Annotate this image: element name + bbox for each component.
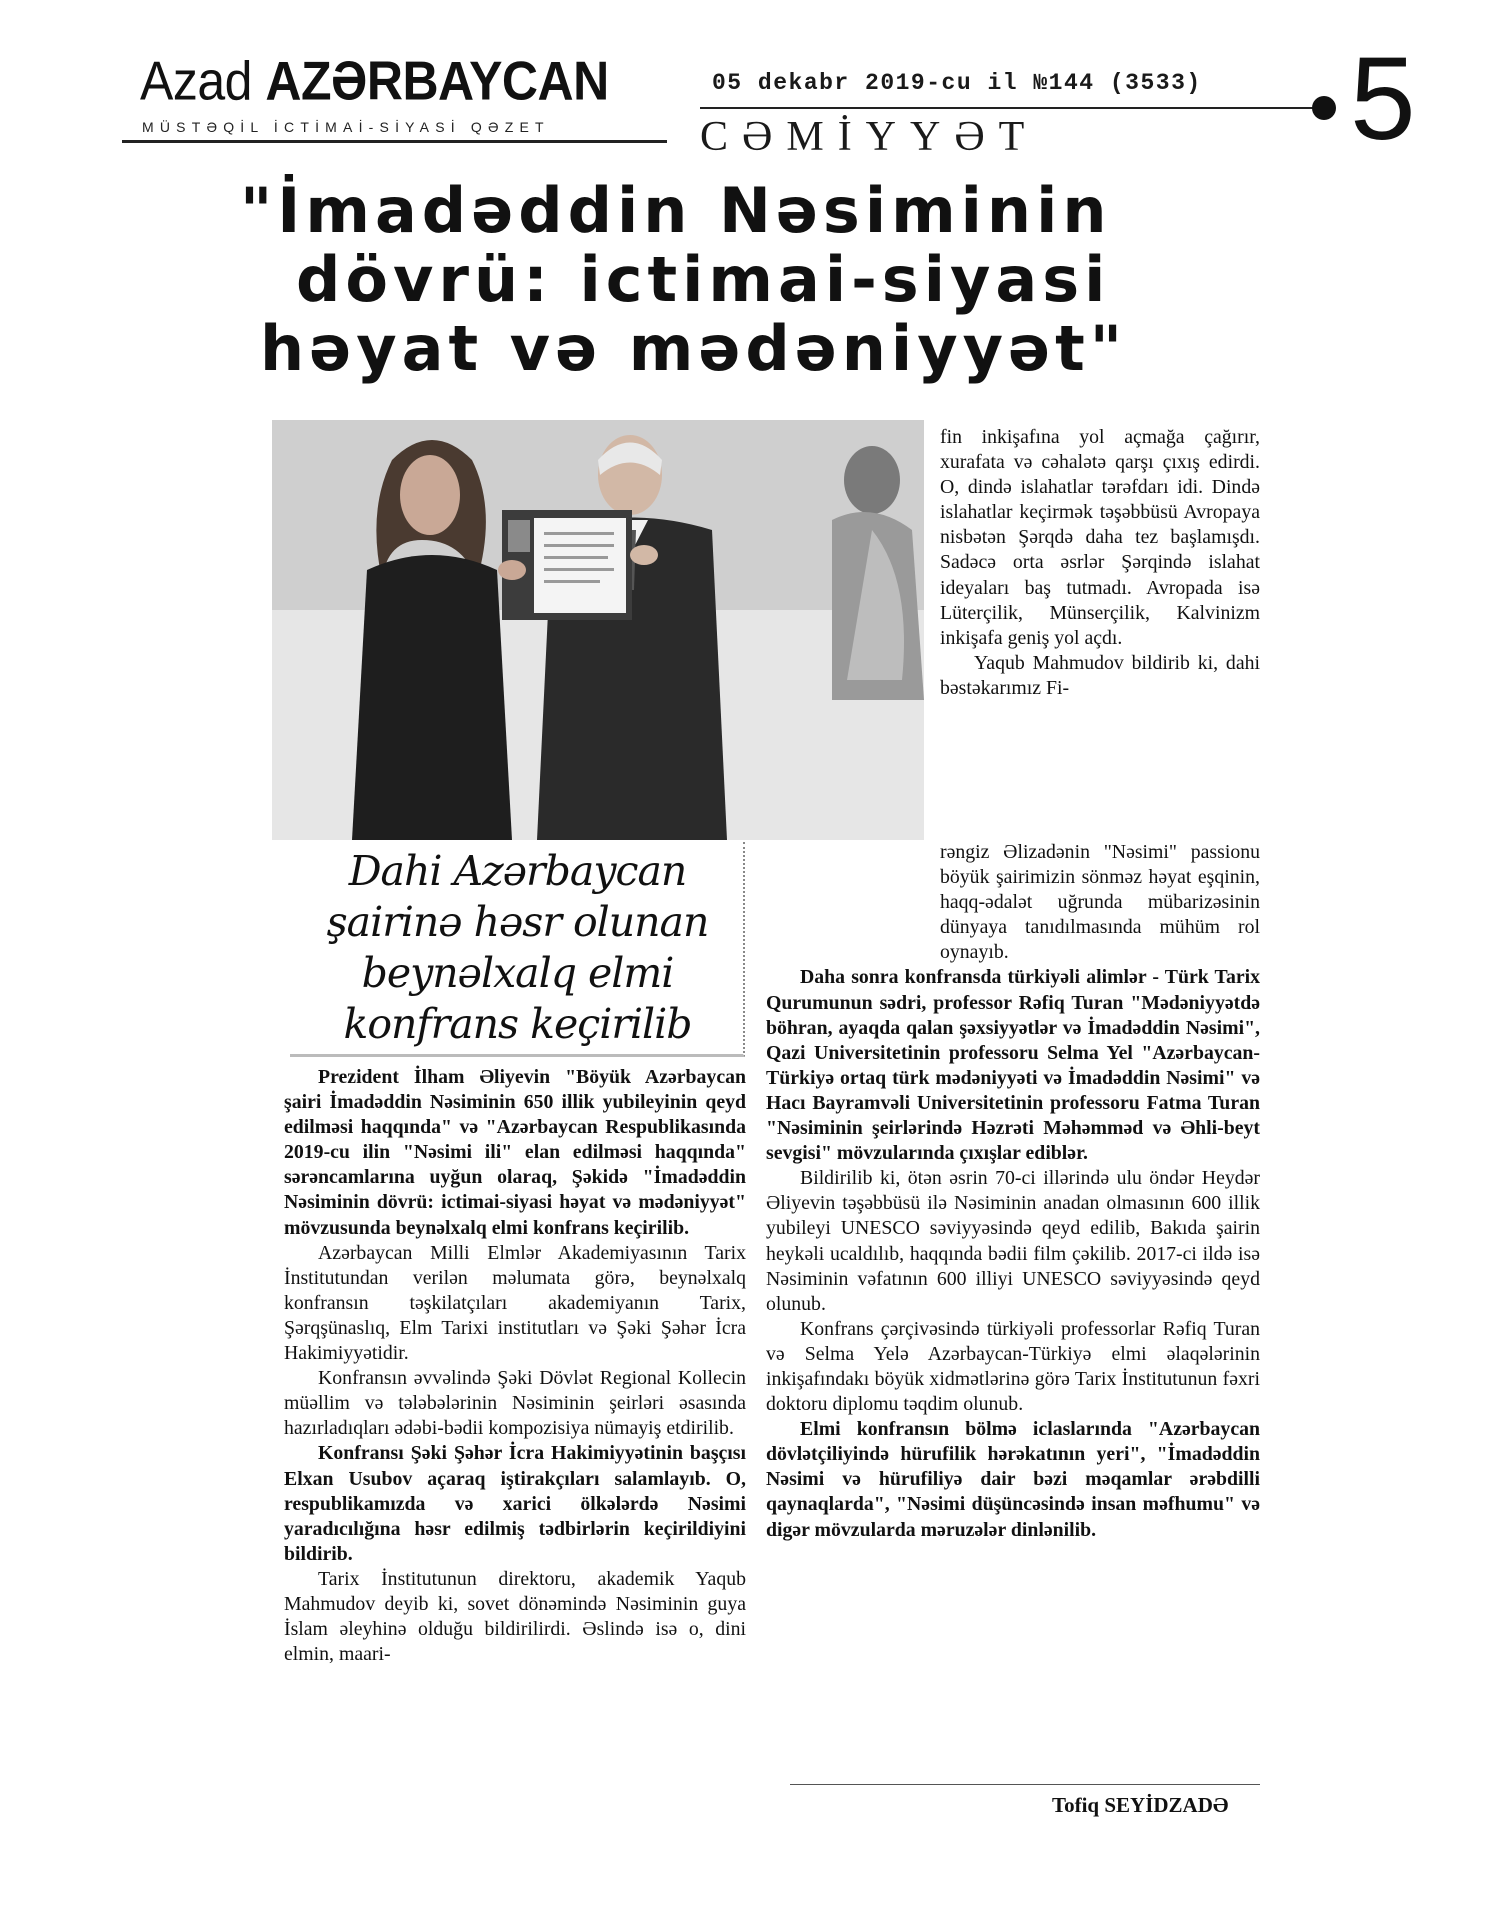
article-column-right: [766, 840, 1260, 1543]
headline-line: "İmadəddin Nəsiminin: [240, 174, 1112, 247]
issue-date-number: 05 dekabr 2019-cu il №144 (3533): [712, 70, 1202, 96]
article-byline: Tofiq SEYİDZADƏ: [1052, 1793, 1229, 1817]
article-photo: [272, 420, 924, 840]
headline-line: dövrü: ictimai-siyasi: [296, 243, 1111, 316]
section-title: CƏMİYYƏT: [700, 114, 1039, 160]
page-number: 5: [1350, 33, 1416, 165]
byline-divider: [790, 1784, 1260, 1785]
photo-illustration: [272, 420, 924, 840]
article-column-right-top: [940, 425, 1260, 701]
article-column-left: [284, 1065, 746, 1667]
article-paragraph: Konfransı Şəki Şəhər İcra Hakimiyyətinin başçısı Elxan Usubov açaraq iştirakçıları salamlayıb. O, respublikamızda və xarici ölkələrdə Nəsimi yaradıcılığına həsr edilmiş tədbirlərin keçirildiyini bildirib.: [284, 1442, 746, 1565]
article-paragraph: Elmi konfransın bölmə iclaslarında "Azərbaycan dövlətçiliyində hürufilik hərəkatının yeri", "İmadəddin Nəsimi və hürufiliyə dair bəzi məqamlar ərəbdilli qaynaqlarda", "Nəsimi düşüncəsində insan məfhumu" və digər mövzularda məruzələr dinlənilib.: [766, 1418, 1260, 1541]
article-paragraph: Konfrans çərçivəsində türkiyəli professorlar Rəfiq Turan və Selma Yelə Azərbaycan-Türkiyə elmi əlaqələrinin inkişafındakı böyük xidmətlərinə görə Tarix İnstitutunun fəxri doktoru diplomu təqdim olunub.: [766, 1317, 1260, 1416]
article-paragraph: rəngiz Əlizadənin "Nəsimi" passionu böyük şairimizin sönməz həyat eşqinin, haqq-ədalət uğrunda mübarizəsinin dünyaya tanıdılmasında mühüm rol oynayıb.: [940, 841, 1260, 964]
article-headline: [240, 176, 1300, 383]
article-subheadline: Dahi Azərbaycan şairinə həsr olunan beynəlxalq elmi konfrans keçirilib: [326, 847, 709, 1048]
article-paragraph: Tarix İnstitutunun direktoru, akademik Yaqub Mahmudov deyib ki, sovet dönəmində Nəsiminin guya İslam əleyhinə olduğu bildirilirdi. Əslində isə o, dini elmin, maari-: [284, 1567, 746, 1666]
newspaper-name-bold: AZƏRBAYCAN: [265, 50, 609, 112]
article-paragraph: Azərbaycan Milli Elmlər Akademiyasının Tarix İnstitutundan verilən məlumata görə, beynəlxalq konfransın təşkilatçıları akademiyanın Tarix, Şərqşünaslıq, Elm Tarixi institutları və Şəki Şəhər İcra Hakimiyyətidir.: [284, 1241, 746, 1365]
article-paragraph: Prezident İlham Əliyevin "Böyük Azərbaycan şairi İmadəddin Nəsiminin 650 illik yubileyinin qeyd edilməsi haqqında" və "Azərbaycan Respublikasında 2019-cu ilin "Nəsimi ili" elan edilməsi haqqında" sərəncamlarına uyğun olaraq, Şəkidə "İmadəddin Nəsiminin dövrü: ictimai-siyasi həyat və mədəniyyət" mövzusunda beynəlxalq elmi konfrans keçirilib.: [284, 1066, 746, 1239]
headline-line: həyat və mədəniyyət": [260, 312, 1128, 385]
bullet-dot-icon: [1312, 96, 1336, 120]
masthead-divider: [122, 140, 667, 143]
issue-divider: [700, 107, 1325, 109]
article-paragraph: Bildirilib ki, ötən əsrin 70-ci illərində ulu öndər Heydər Əliyevin təşəbbüsü ilə Nəsiminin anadan olmasının 600 illik yubileyi UNESCO səviyyəsində qeyd edilib, Bakıda şairin heykəli ucaldılıb, haqqında bədii film çəkilib. 2017-ci ildə isə Nəsiminin vəfatının 600 illiyi UNESCO səviyyəsində qeyd olunub.: [766, 1167, 1260, 1315]
article-paragraph: fin inkişafına yol açmağa çağırır, xurafata və cəhalətə qarşı çıxış edirdi. O, dində islahatlar tərəfdarı idi. Dində islahatlar keçirmək təşəbbüsü Avropaya nisbətən Şərqdə daha tez başlamışdı. Sadəcə orta əsrlər Şərqində islahat ideyaları baş tutmadı. Avropada isə Lüterçilik, Münserçilik, Kalvinizm inkişafa geniş yol açdı.: [940, 426, 1260, 649]
newspaper-name-regular: Azad: [140, 50, 252, 112]
article-paragraph: Yaqub Mahmudov bildirib ki, dahi bəstəkarımız Fi-: [940, 651, 1260, 699]
article-paragraph: Konfransın əvvəlində Şəki Dövlət Regional Kollecin müəllim və tələbələrinin Nəsiminin şeirləri əsasında hazırladıqları ədəbi-bədii kompozisiya nümayiş etdirilib.: [284, 1367, 746, 1440]
article-paragraph: Daha sonra konfransda türkiyəli alimlər - Türk Tarix Qurumunun sədri, professor Rəfiq Turan "Mədəniyyətdə böhran, ayaqda qalan şəxsiyyətlər və İmadəddin Nəsimi", Qazi Universitetinin professoru Selma Yel "Azərbaycan-Türkiyə ortaq türk mədəniyyəti və İmadəddin Nəsimi" və Hacı Bayramvəli Universitetinin professoru Fatma Turan "Nəsiminin şeirlərində Həzrəti Məhəmməd və Əhli-beyt sevgisi" mövzularında çıxışlar ediblər.: [766, 966, 1260, 1165]
newspaper-subtitle: MÜSTƏQİL İCTİMAİ-SİYASİ QƏZET: [142, 119, 550, 135]
newspaper-name: [140, 50, 609, 112]
